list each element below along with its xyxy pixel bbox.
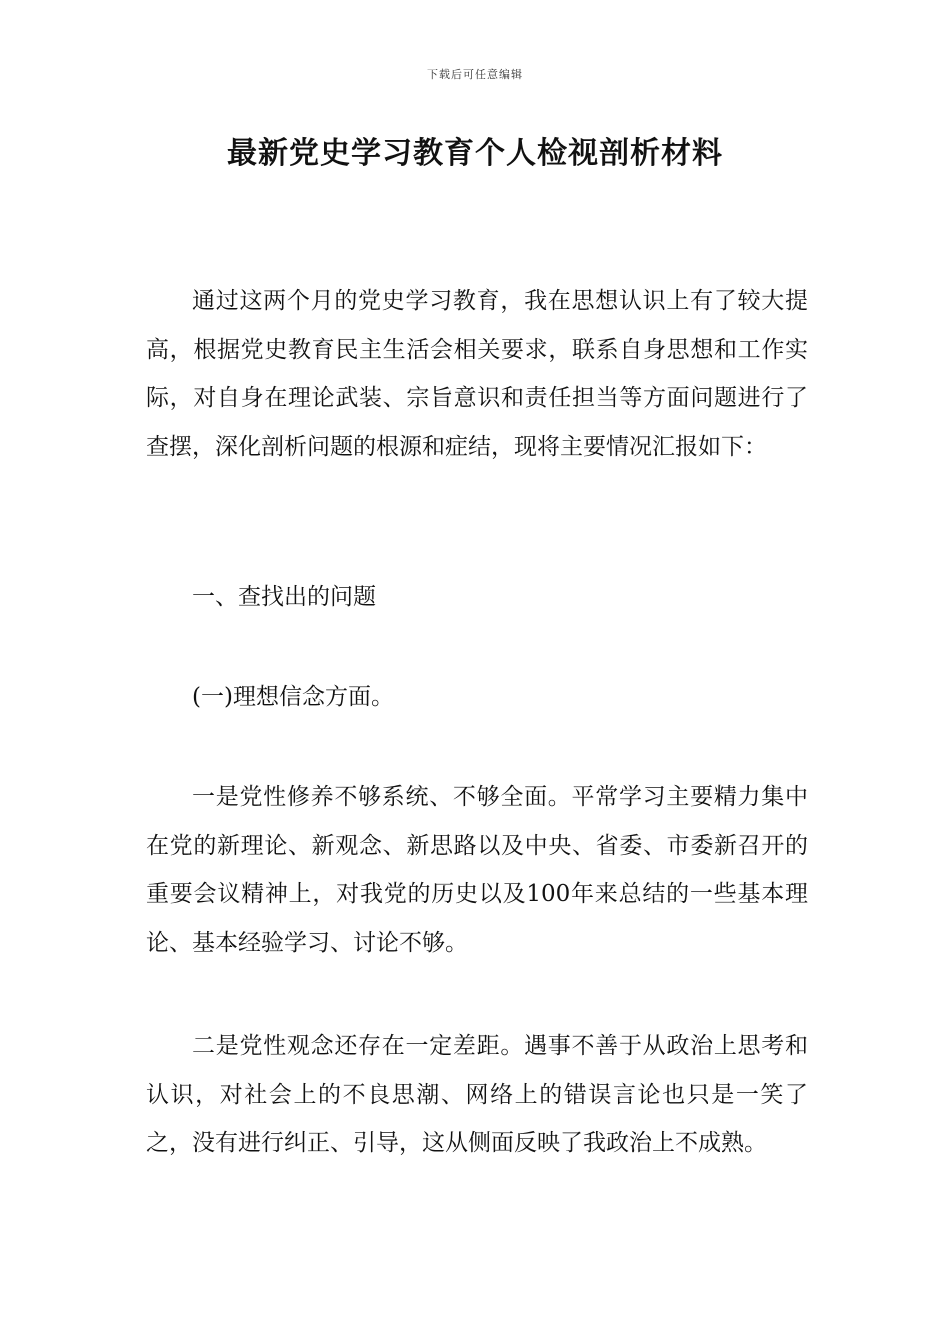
point-paragraph-1: 一是党性修养不够系统、不够全面。平常学习主要精力集中在党的新理论、新观念、新思路以及中央、省委、市委新召开的重要会议精神上，对我党的历史以及100年来总结的一些基本理论、基本经验学习、讨论不够。 [146,784,808,956]
point-paragraph-2: 二是党性观念还存在一定差距。遇事不善于从政治上思考和认识，对社会上的不良思潮、网络上的错误言论也只是一笑了之，没有进行纠正、引导，这从侧面反映了我政治上不成熟。 [146,1033,808,1156]
intro-paragraph: 通过这两个月的党史学习教育，我在思想认识上有了较大提高，根据党史教育民主生活会相关要求，联系自身思想和工作实际，对自身在理论武装、宗旨意识和责任担当等方面问题进行了查摆，深化剖析问题的根源和症结，现将主要情况汇报如下： [146,288,808,460]
header-note: 下载后可任意编辑 [427,68,523,81]
section-heading: 一、查找出的问题 [192,584,376,610]
subsection-heading: (一)理想信念方面。 [192,684,394,710]
document-title: 最新党史学习教育个人检视剖析材料 [227,136,723,171]
